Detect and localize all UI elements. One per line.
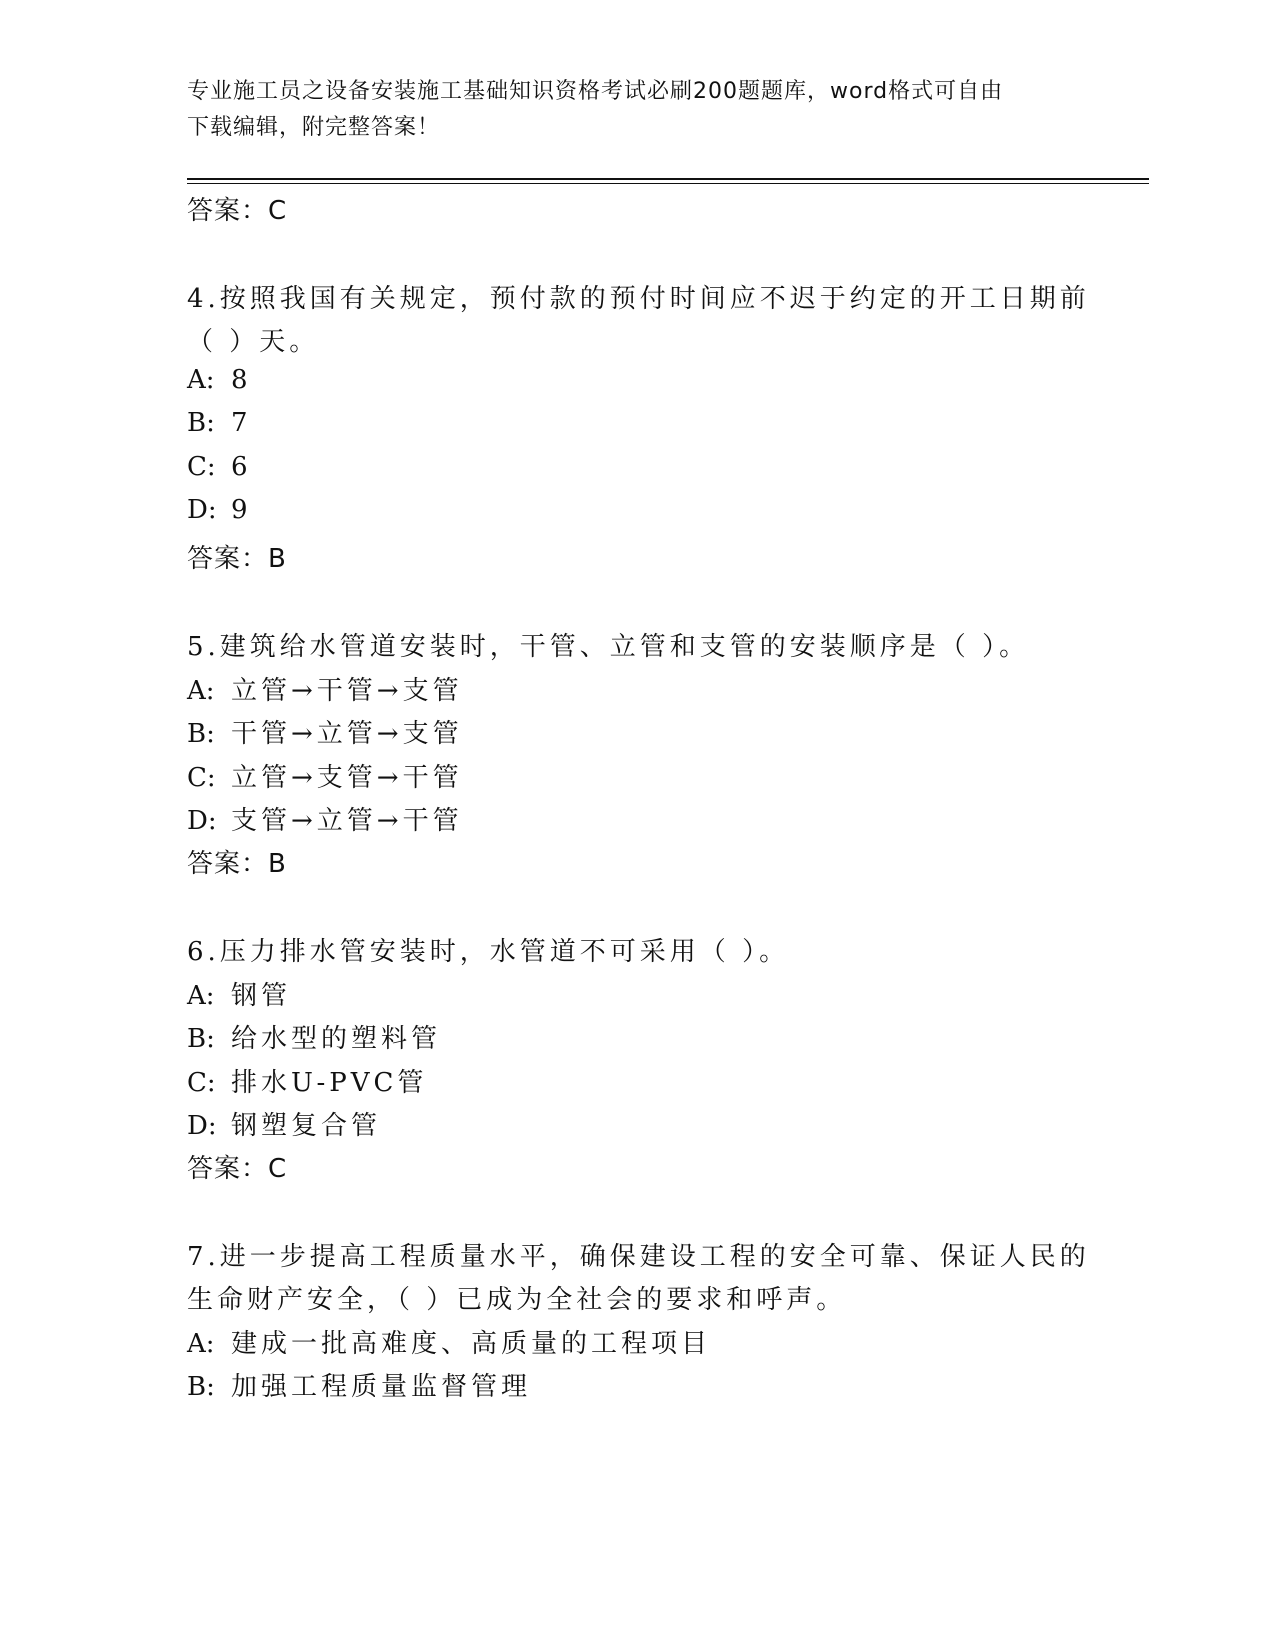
option-label: A: [187, 676, 215, 706]
question-4-stem-line-1: 4.按照我国有关规定，预付款的预付时间应不迟于约定的开工日期前 [187, 284, 1090, 314]
option-label: C: [187, 452, 216, 482]
question-5-option-b [187, 713, 463, 750]
answer-q5: 答案：B [187, 849, 287, 879]
answer-q4: 答案：B [187, 544, 287, 574]
question-4-option-c [187, 452, 252, 482]
option-label: D: [187, 495, 217, 525]
header-divider-thick [187, 178, 1149, 180]
option-text: 立管→支管→干管 [231, 763, 463, 793]
option-text: 钢管 [231, 981, 292, 1011]
question-7-option-a [187, 1323, 711, 1360]
question-7-option-b [187, 1366, 531, 1403]
header-divider-thin [187, 183, 1149, 184]
question-4-option-a [187, 365, 252, 395]
option-text: 立管→干管→支管 [231, 676, 463, 706]
option-label: B: [187, 1024, 215, 1054]
question-4-stem-line-2: （ ）天。 [187, 327, 320, 357]
question-4-option-b [187, 408, 252, 438]
question-6-option-c [187, 1062, 427, 1099]
option-text: 干管→立管→支管 [231, 719, 463, 749]
option-text: 8 [231, 365, 252, 395]
option-text: 6 [231, 452, 252, 482]
option-label: B: [187, 408, 215, 438]
option-text: 给水型的塑料管 [231, 1024, 442, 1054]
question-7-stem-line-2: 生命财产安全，（ ）已成为全社会的要求和呼声。 [187, 1285, 847, 1315]
answer-q6: 答案：C [187, 1154, 288, 1184]
question-6-option-b [187, 1018, 441, 1055]
question-7-stem-line-1: 7.进一步提高工程质量水平，确保建设工程的安全可靠、保证人民的 [187, 1242, 1090, 1272]
option-label: A: [187, 1329, 215, 1359]
option-text: 钢塑复合管 [231, 1111, 382, 1141]
question-5-option-c [187, 757, 463, 794]
option-label: B: [187, 1372, 215, 1402]
question-5-stem: 5.建筑给水管道安装时，干管、立管和支管的安装顺序是（ ）。 [187, 632, 1030, 662]
option-text: 加强工程质量监督管理 [231, 1372, 532, 1402]
option-label: B: [187, 719, 215, 749]
option-text: 排水U-PVC管 [231, 1068, 428, 1098]
option-label: C: [187, 1068, 216, 1098]
option-label: A: [187, 365, 215, 395]
question-4-option-d [187, 495, 252, 525]
answer-q3: 答案：C [187, 196, 288, 226]
option-label: D: [187, 1111, 217, 1141]
header-line-2: 下载编辑，附完整答案！ [187, 115, 441, 140]
option-text: 建成一批高难度、高质量的工程项目 [231, 1329, 712, 1359]
question-6-stem: 6.压力排水管安装时，水管道不可采用（ ）。 [187, 937, 790, 967]
question-5-option-d [187, 800, 463, 837]
option-label: A: [187, 981, 215, 1011]
option-label: C: [187, 763, 216, 793]
question-6-option-d [187, 1105, 381, 1142]
question-6-option-a [187, 975, 291, 1012]
option-text: 9 [231, 495, 252, 525]
option-label: D: [187, 806, 217, 836]
option-text: 7 [231, 408, 252, 438]
document-header [187, 74, 1067, 146]
header-line-1: 专业施工员之设备安装施工基础知识资格考试必刷200题题库，word格式可自由 [187, 79, 1004, 104]
question-5-option-a [187, 670, 463, 707]
option-text: 支管→立管→干管 [231, 806, 463, 836]
